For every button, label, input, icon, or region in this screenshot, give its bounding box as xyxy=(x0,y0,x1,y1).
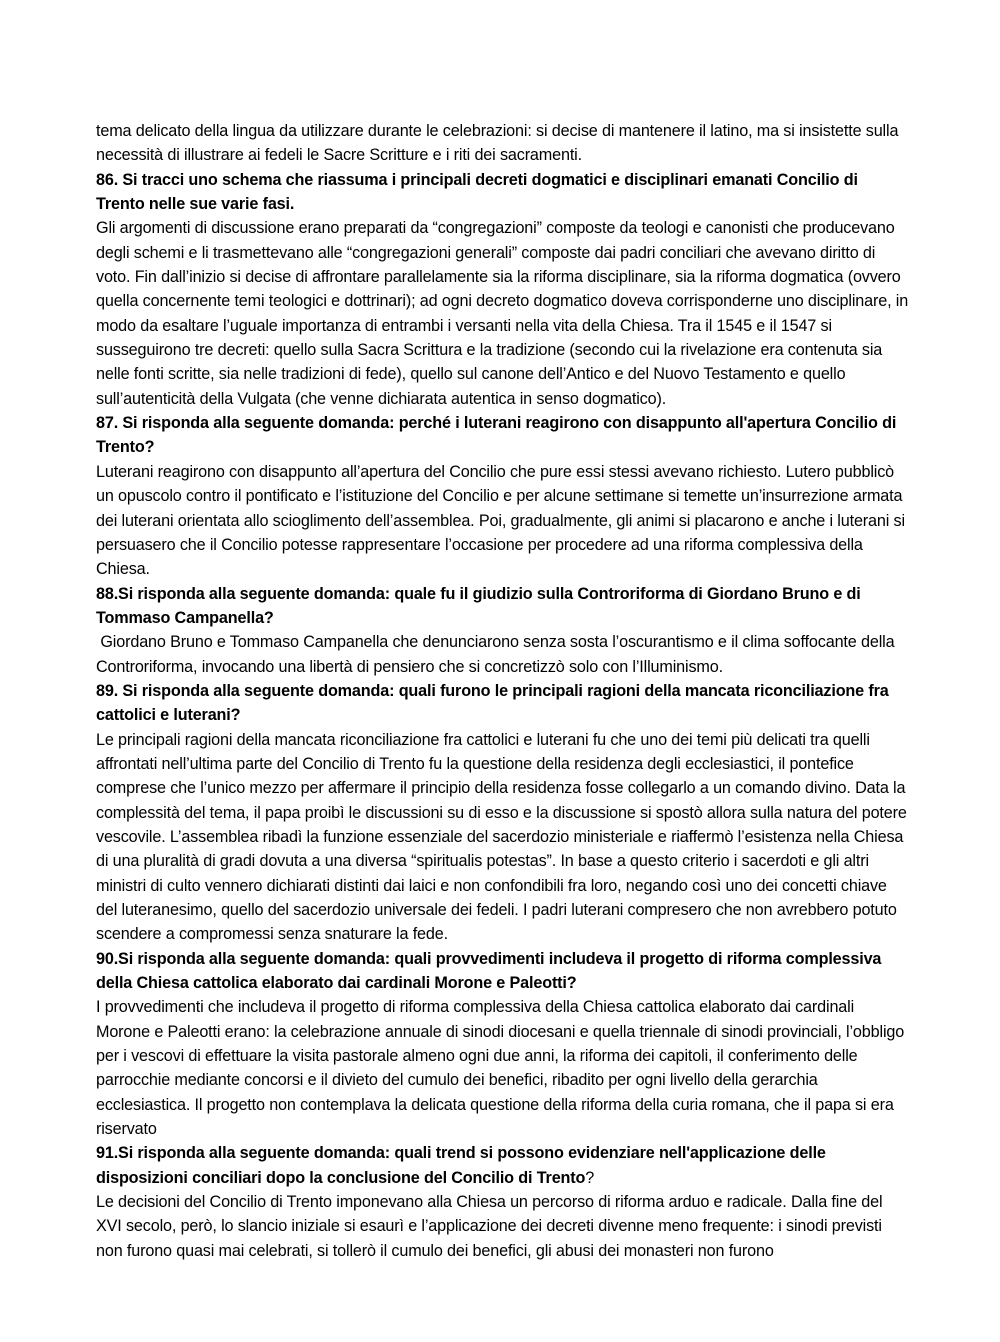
question-91-mark: ? xyxy=(585,1168,595,1187)
question-91-wrapper xyxy=(96,1141,910,1190)
paragraph-intro: tema delicato della lingua da utilizzare durante le celebrazioni: si decise di mantenere il latino, ma si insistette sulla necessità di illustrare ai fedeli le Sacre Scritture e i riti dei sacramenti. xyxy=(96,122,899,165)
question-88: 88.Si risponda alla seguente domanda: quale fu il giudizio sulla Controriforma di Giordano Bruno e di Tommaso Campanella? xyxy=(96,584,861,627)
answer-86: Gli argomenti di discussione erano preparati da “congregazioni” composte da teologi e canonisti che producevano degli schemi e li trasmettevano alle “congregazioni generali” composte dai padri conciliari che avevano diritto di voto. Fin dall’inizio si decise di affrontare parallelamente sia la riforma disciplinare, sia la riforma dogmatica (ovvero quella concernente temi teologici e dottrinari); ad ogni decreto dogmatico doveva corrisponderne uno disciplinare, in modo da esaltare l’uguale importanza di entrambi i versanti nella vita della Chiesa. Tra il 1545 e il 1547 si susseguirono tre decreti: quello sulla Sacra Scrittura e la tradizione (secondo cui la rivelazione era contenuta sia nelle fonti scritte, sia nelle tradizioni di fede), quello sul canone dell’Antico e del Nuovo Testamento e quello sull’autenticità della Vulgata (che venne dichiarata autentica in senso dogmatico). xyxy=(96,219,909,408)
question-89: 89. Si risponda alla seguente domanda: quali furono le principali ragioni della mancata riconciliazione fra cattolici e luterani? xyxy=(96,681,889,725)
question-91: 91.Si risponda alla seguente domanda: quali trend si possono evidenziare nell'applicazione delle disposizioni conciliari dopo la conclusione del Concilio di Trento xyxy=(96,1144,826,1187)
answer-88: Giordano Bruno e Tommaso Campanella che denunciarono senza sosta l’oscurantismo e il clima soffocante della Controriforma, invocando una libertà di pensiero che si concretizzò solo con l’Illuminismo. xyxy=(96,633,899,676)
question-87: 87. Si risponda alla seguente domanda: perché i luterani reagirono con disappunto all'apertura Concilio di Trento? xyxy=(96,414,897,457)
answer-87: Luterani reagirono con disappunto all’apertura del Concilio che pure essi stessi avevano richiesto. Lutero pubblicò un opuscolo contro il pontificato e l’istituzione del Concilio e per alcune settimane si temette un’insurrezione armata dei luterani orientata allo scioglimento dell’assemblea. Poi, gradualmente, gli animi si placarono e anche i luterani si persuasero che il Concilio potesse rappresentare l’occasione per procedere ad una riforma complessiva della Chiesa. xyxy=(96,462,905,579)
answer-89: Le principali ragioni della mancata riconciliazione fra cattolici e luterani fu che uno dei temi più delicati tra quelli affrontati nell’ultima parte del Concilio di Trento fu la questione della residenza degli ecclesiastici, il pontefice comprese che l’unico mezzo per affermare il principio della residenza fosse collegarlo a un comando divino. Data la complessità del tema, il papa proibì le discussioni su di esso e la discussione si spostò allora sulla natura del potere vescovile. L’assemblea ribadì la funzione essenziale del sacerdozio ministeriale e riaffermò l’esistenza nella Chiesa di una pluralità di gradi dovuta a una diversa “spiritualis potestas”. In base a questo criterio i sacerdoti e gli altri ministri di culto vennero dichiarati distinti dai laici e non confondibili fra loro, negando così uno dei concetti chiave del luteranesimo, quello del sacerdozio universale dei fedeli. I padri luterani compresero che non avrebbero potuto scendere a compromessi senza snaturare la fede. xyxy=(96,730,907,944)
answer-90: I provvedimenti che includeva il progetto di riforma complessiva della Chiesa cattolica elaborato dai cardinali Morone e Paleotti erano: la celebrazione annuale di sinodi diocesani e quella triennale di sinodi provinciali, l’obbligo per i vescovi di effettuare la visita pastorale almeno ogni due anni, la riforma dei capitoli, il conferimento delle parrocchie mediante concorsi e il divieto del cumulo dei benefici, ribadito per ogni livello della gerarchia ecclesiastica. Il progetto non contemplava la delicata questione della riforma della curia romana, che il papa si era riservato xyxy=(96,998,905,1139)
answer-91: Le decisioni del Concilio di Trento imponevano alla Chiesa un percorso di riforma arduo e radicale. Dalla fine del XVI secolo, però, lo slancio iniziale si esaurì e l’applicazione dei decreti divenne meno frequente: i sinodi previsti non furono quasi mai celebrati, si tollerò il cumulo dei benefici, gli abusi dei monasteri non furono xyxy=(96,1193,883,1260)
question-90: 90.Si risponda alla seguente domanda: quali provvedimenti includeva il progetto di riforma complessiva della Chiesa cattolica elaborato dai cardinali Morone e Paleotti? xyxy=(96,949,882,993)
question-86: 86. Si tracci uno schema che riassuma i principali decreti dogmatici e disciplinari emanati Concilio di Trento nelle sue varie fasi. xyxy=(96,170,858,214)
document-page xyxy=(96,119,910,1263)
